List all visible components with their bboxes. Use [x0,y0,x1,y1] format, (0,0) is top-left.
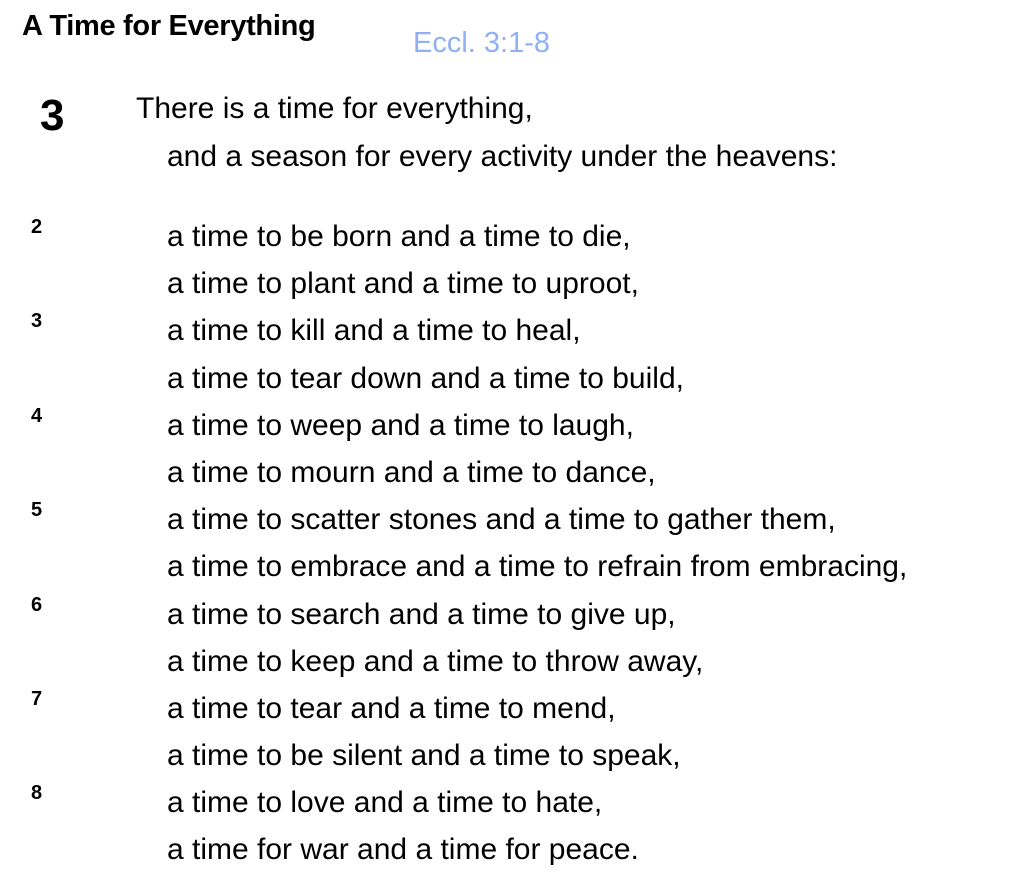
poem-line: a time to be born and a time to die, [167,220,631,253]
verse-number: 4 [31,404,43,427]
poem-line: a time to weep and a time to laugh, [167,408,634,442]
poem-line: a time to keep and a time to throw away, [167,644,704,678]
poem-line: a time to be silent and a time to speak, [167,739,681,773]
poem-line: a time to plant and a time to uproot, [167,267,639,301]
poem-line: a time to love and a time to hate, [167,786,603,820]
verse-6-line-2 [0,641,1024,688]
poem-line: a time to search and a time to give up, [167,597,676,631]
chapter-number: 3 [40,91,65,140]
verse-5-line-2 [0,546,1024,593]
verse-3-line-1 [0,310,1024,357]
verse-4-line-1 [0,405,1024,452]
verse-7-line-2 [0,735,1024,782]
poem-line: a time to tear down and a time to build, [167,361,684,395]
verse-7-line-1 [0,688,1024,735]
page-title: A Time for Everything [22,10,316,42]
verse-number: 2 [31,216,43,238]
poem-body [0,216,1024,874]
poem-line: a time to embrace and a time to refrain from embracing, [167,550,908,584]
verse-8-line-1 [0,782,1024,829]
verse-number: 5 [31,499,43,522]
verse-3-line-2 [0,358,1024,405]
poem-line: a time for war and a time for peace. [167,833,639,867]
poem-line: a time to tear and a time to mend, [167,691,616,725]
verse-number: 6 [31,593,43,616]
verse-4-line-2 [0,452,1024,499]
verse-2-line-1 [0,216,1024,263]
poem-line: a time to mourn and a time to dance, [167,455,656,489]
verse-number: 3 [31,310,43,333]
verse-8-line-2 [0,829,1024,874]
verse-5-line-1 [0,499,1024,546]
poem-line: a time to scatter stones and a time to gather them, [167,503,836,537]
intro-line-1: There is a time for everything, [136,92,533,125]
verse-2-line-2 [0,263,1024,310]
scripture-reference: Eccl. 3:1-8 [413,27,550,59]
verse-number: 8 [31,782,43,805]
poem-line: a time to kill and a time to heal, [167,314,581,348]
verse-6-line-1 [0,594,1024,641]
intro-line-2: and a season for every activity under the heavens: [167,140,838,173]
verse-number: 7 [31,687,43,710]
